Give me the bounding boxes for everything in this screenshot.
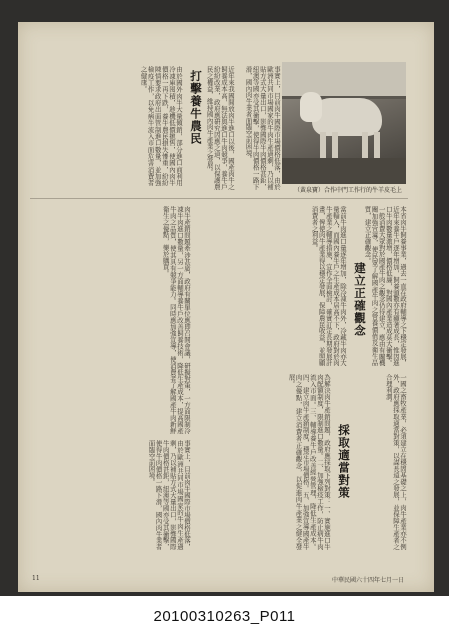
article-column: 本省肉牛飼養事業，過去一直在政府輔導之下穩定發展，近年來養牛戶逐年增加，飼養頭數亦有顯著成長，惟因進口牛肉數量激增，價格低廉，對國內產業造成莫大衝擊。一般消費大眾對於國產牛肉之觀念仍待建立，應由有關機關加強宣導，使民眾了解國產牛肉之營養價值及衛生品質，建立正確觀念。 (363, 206, 407, 366)
section-heading: 打擊養牛農民 (189, 70, 203, 145)
article-column: 由於國外肉牛大量傾銷，部分進口商利用冷凍庫囤積，趁機低價拋售，使國內肉牛價格一再下跌，養牛農民損失慘重，紛紛陳情要求政府出面管制進口數量，並加強檢疫工作，以免病牛流入市面危害消費者之健康。 (139, 66, 183, 186)
article-column: 近年來我國開放肉牛進口以後，國產肉牛之飼養成本高，無法與進口牛肉競爭，養牛戶紛紛改業，政府應研究因應之道，以保護農民之權益，維持國內肉牛產業之發展。 (205, 66, 235, 190)
article-column: 肉牛產銷問題牽涉甚廣，政府有關單位應即召開會議，研擬對策，一方面限制冷凍牛肉進口數量，另一方面輔導養牛戶改善飼養技術，降低生產成本，提高國產牛肉之品質，使其具有競爭能力。同時應加強宣導，使消費者了解國產牛肉新鮮衛生之優點，樂於購買。 (161, 206, 191, 434)
article-column: 當前牛肉進口量逐年增加，除冷凍牛肉外，冷藏牛肉亦大量輸入，而國內養牛戶之生產成本居高不下，政府對於肉牛產業之輔導措施，宜作全面檢討，確實訂定長期發展計畫，俾使肉牛產業得以穩定發展，保障農民收益，並照顧消費者之利益。 (310, 206, 347, 366)
article-column: 事實上，目前肉牛國際市場價格低落，由於歐洲共同市場國家的牛肉生產過剩，乃以補貼方式大量出口，影響國際牛肉價格甚鉅，紐澳等國亦受其衝擊，使得牛肉價格一路下滑，國內肉牛業者面臨空前困境。 (147, 440, 191, 550)
page-number: 11 (32, 575, 40, 582)
cattle-photo (282, 62, 406, 184)
article-column: 為解決肉牛產銷問題，政府應採取下列對策：一、實施進口牛肉配額制度，限制進口數量。二、加強檢疫工作，防止病牛肉流入市面。三、輔導養牛戶改善經營管理，降低生產成本。四、建立肉牛產銷制度，穩定市場價格。五、加強宣導國產牛肉之優點，建立消費者正確觀念，以促進肉牛產業之健全發展。 (287, 374, 331, 550)
section-heading: 建立正確觀念 (353, 262, 367, 337)
article-column: 一國之畜牧產業，必須建立在穩固基礎之上，肉牛產業亦不例外，政府應採取適當對策，以謀長遠之發展，並保障生產者之合理利潤。 (384, 374, 407, 550)
issue-date: 中華民國六十四年七月一日 (332, 577, 405, 584)
section-heading: 採取適當對策 (337, 424, 351, 499)
section-divider (30, 198, 408, 199)
article-column: 事實上，目前肉牛國際市場價格低落，由於歐洲共同市場國家的牛肉生產過剩，乃以補貼方式大量出口，影響國際牛肉價格甚鉅，紐澳等國亦受其衝擊，使得牛肉價格一路下滑，國內肉牛業者面臨空前困境。 (244, 66, 281, 190)
archive-id-label: 20100310263_P011 (153, 608, 296, 625)
photo-caption: （黃泉寶）合作中門工作行的牛羊皮毛上 (294, 187, 403, 194)
